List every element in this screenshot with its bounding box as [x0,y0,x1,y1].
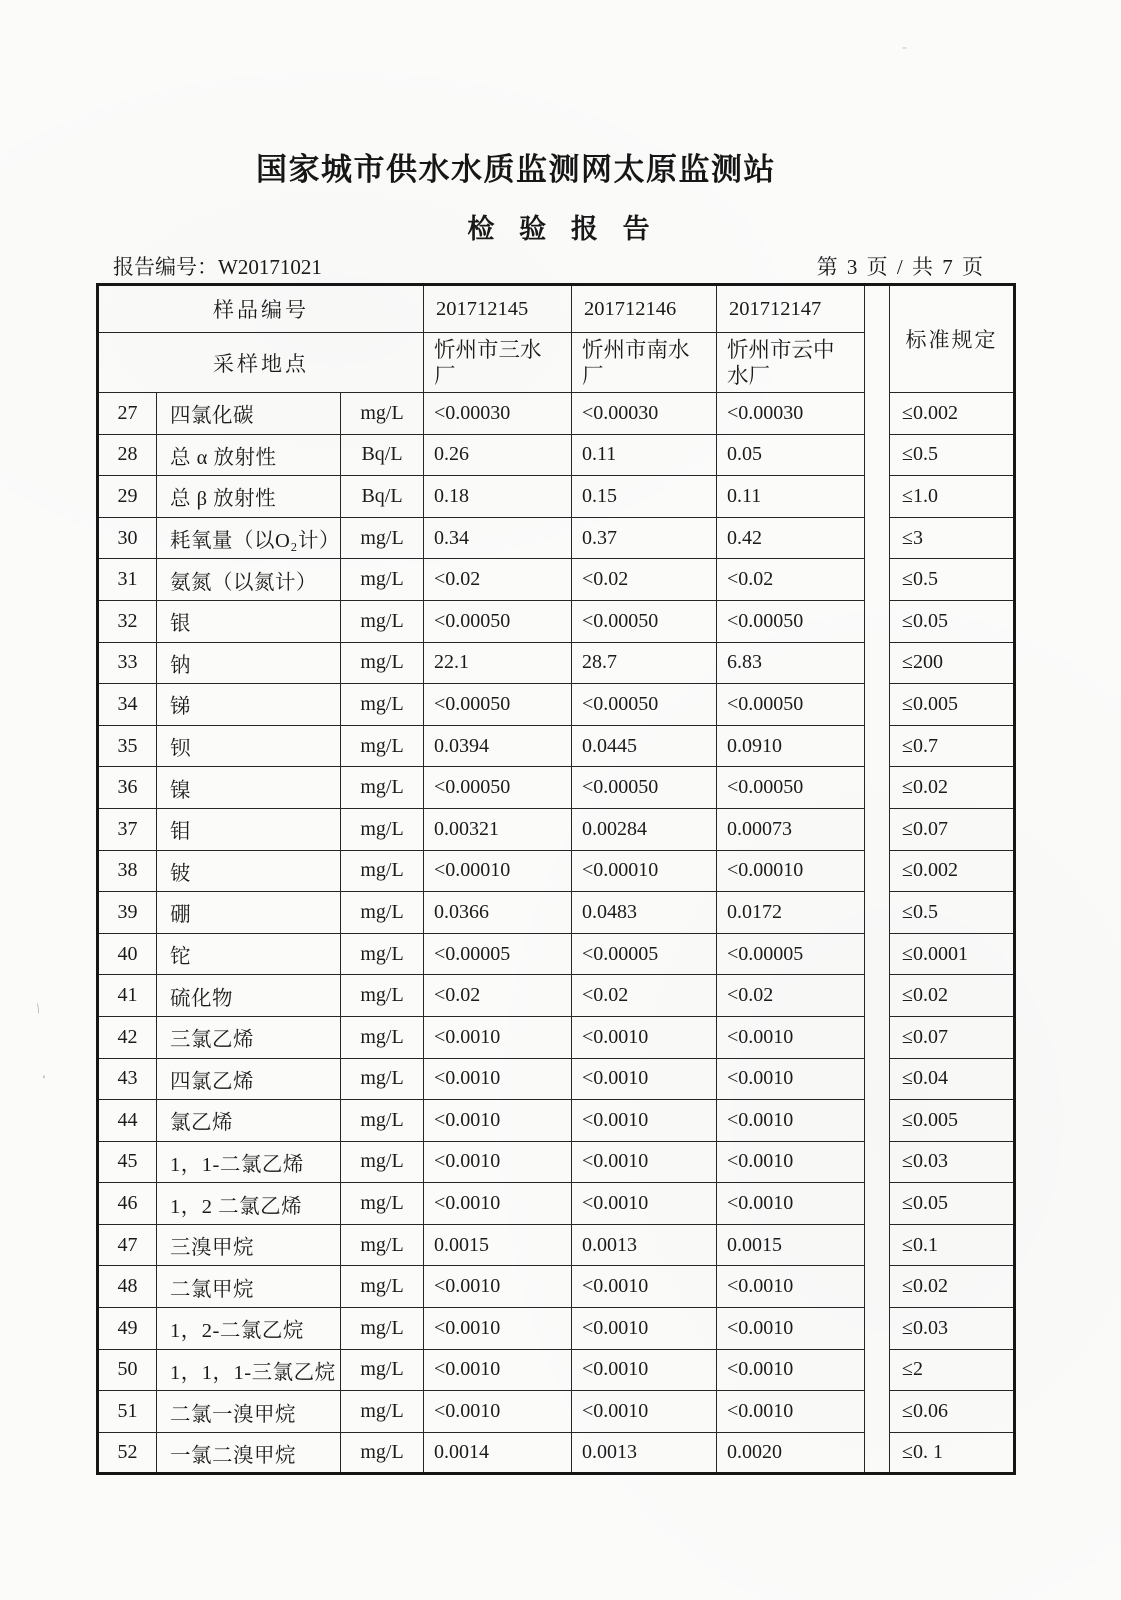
sample-3-value: <0.0010 [717,1141,865,1183]
parameter-name: 镍 [157,767,341,809]
sample-3-value: 0.0172 [717,892,865,934]
sample-2-value: <0.0010 [572,1183,717,1225]
sample-1-value: <0.00050 [424,600,572,642]
location-2: 忻州市南水厂 [572,333,717,393]
standard-limit: ≤0.06 [890,1391,1015,1433]
parameter-name: 一氯二溴甲烷 [157,1432,341,1474]
standard-limit: ≤0.002 [890,850,1015,892]
parameter-name: 1，1，1-三氯乙烷 [157,1349,341,1391]
sample-2-value: <0.00005 [572,933,717,975]
parameter-name: 铊 [157,933,341,975]
unit: mg/L [341,1224,424,1266]
unit: mg/L [341,933,424,975]
row-number: 36 [98,767,157,809]
parameter-name: 总 β 放射性 [157,476,341,518]
test-results-table [96,283,1016,1475]
standard-limit: ≤0.005 [890,1100,1015,1142]
unit: mg/L [341,1391,424,1433]
sample-1-value: 0.0394 [424,725,572,767]
row-number: 50 [98,1349,157,1391]
parameter-name: 铍 [157,850,341,892]
sample-2-value: <0.00030 [572,393,717,435]
scan-artifact: \ [34,1001,42,1018]
sample-1-value: <0.00030 [424,393,572,435]
sample-3-value: <0.00050 [717,684,865,726]
sample-2-value: <0.00010 [572,850,717,892]
row-number: 41 [98,975,157,1017]
unit: mg/L [341,725,424,767]
row-number: 52 [98,1432,157,1474]
report-number [113,251,322,281]
sample-1-value: <0.02 [424,559,572,601]
sample-1-value: <0.0010 [424,1183,572,1225]
sample-2-value: <0.00050 [572,600,717,642]
row-number: 35 [98,725,157,767]
report-number-label: 报告编号： [113,255,218,279]
unit: mg/L [341,975,424,1017]
sample-2-value: <0.00050 [572,684,717,726]
standard-limit: ≤0.5 [890,559,1015,601]
sample-2-value: 0.00284 [572,808,717,850]
location-label: 采样地点 [98,333,424,393]
sample-3-value: <0.02 [717,559,865,601]
sample-3-value: 0.05 [717,434,865,476]
standard-limit: ≤3 [890,517,1015,559]
standard-limit: ≤0.002 [890,393,1015,435]
parameter-name: 耗氧量（以O₂计） [157,517,341,559]
unit: mg/L [341,1141,424,1183]
unit: mg/L [341,808,424,850]
sample-1-value: 0.0015 [424,1224,572,1266]
sample-2-value: <0.0010 [572,1308,717,1350]
sample-1-value: 0.00321 [424,808,572,850]
unit: mg/L [341,1266,424,1308]
sample-2-value: 0.0445 [572,725,717,767]
row-number: 40 [98,933,157,975]
parameter-name: 1，2-二氯乙烷 [157,1308,341,1350]
row-number: 33 [98,642,157,684]
sample-1-value: 0.34 [424,517,572,559]
row-number: 42 [98,1016,157,1058]
sample-1-value: <0.0010 [424,1016,572,1058]
parameter-name: 氨氮（以氮计） [157,559,341,601]
sample-1-value: 0.0014 [424,1432,572,1474]
standard-limit: ≤0.05 [890,600,1015,642]
sample-2-value: <0.0010 [572,1266,717,1308]
row-number: 29 [98,476,157,518]
unit: mg/L [341,1058,424,1100]
unit: mg/L [341,1183,424,1225]
standard-limit: ≤0.1 [890,1224,1015,1266]
unit: mg/L [341,684,424,726]
sample-1-value: <0.0010 [424,1391,572,1433]
unit: mg/L [341,1100,424,1142]
standard-limit: ≤0.005 [890,684,1015,726]
sample-3-value: <0.0010 [717,1391,865,1433]
row-number: 49 [98,1308,157,1350]
sample-3-value: <0.0010 [717,1308,865,1350]
row-number: 27 [98,393,157,435]
parameter-name: 四氯乙烯 [157,1058,341,1100]
sample-1-value: <0.0010 [424,1266,572,1308]
parameter-name: 钠 [157,642,341,684]
unit: Bq/L [341,476,424,518]
sample-2-value: 0.11 [572,434,717,476]
sample-1-value: <0.0010 [424,1349,572,1391]
sample-3-value: 0.0910 [717,725,865,767]
sample-3-value: <0.00010 [717,850,865,892]
sample-3-value: <0.0010 [717,1183,865,1225]
parameter-name: 三氯乙烯 [157,1016,341,1058]
row-number: 31 [98,559,157,601]
sample-id-2: 201712146 [572,285,717,333]
unit: mg/L [341,1016,424,1058]
sample-3-value: 0.00073 [717,808,865,850]
unit: mg/L [341,600,424,642]
sample-3-value: <0.0010 [717,1100,865,1142]
row-number: 28 [98,434,157,476]
sample-2-value: <0.0010 [572,1016,717,1058]
sample-1-value: 0.18 [424,476,572,518]
standard-limit: ≤0.02 [890,1266,1015,1308]
unit: mg/L [341,767,424,809]
standard-limit: ≤0.02 [890,975,1015,1017]
standard-limit: ≤0.03 [890,1141,1015,1183]
sample-3-value: <0.00030 [717,393,865,435]
unit: Bq/L [341,434,424,476]
parameter-name: 二氯一溴甲烷 [157,1391,341,1433]
row-number: 30 [98,517,157,559]
sample-3-value: <0.00050 [717,767,865,809]
row-number: 44 [98,1100,157,1142]
standard-limit: ≤0.04 [890,1058,1015,1100]
unit: mg/L [341,642,424,684]
meta-line [113,251,985,281]
parameter-name: 钡 [157,725,341,767]
sample-1-value: <0.0010 [424,1308,572,1350]
sample-3-value: <0.0010 [717,1016,865,1058]
sample-3-value: 0.0020 [717,1432,865,1474]
unit: mg/L [341,559,424,601]
sample-3-value: <0.02 [717,975,865,1017]
row-number: 37 [98,808,157,850]
standard-limit: ≤0.0001 [890,933,1015,975]
row-number: 47 [98,1224,157,1266]
sample-2-value: <0.0010 [572,1391,717,1433]
standard-label: 标准规定 [890,285,1015,393]
parameter-name: 锑 [157,684,341,726]
sample-2-value: <0.0010 [572,1058,717,1100]
scan-artifact: ʻ [42,1072,46,1086]
sample-3-value: <0.0010 [717,1266,865,1308]
parameter-name: 总 α 放射性 [157,434,341,476]
parameter-name: 硼 [157,892,341,934]
sample-1-value: <0.0010 [424,1141,572,1183]
standard-limit: ≤0.03 [890,1308,1015,1350]
sample-3-value: <0.00005 [717,933,865,975]
location-1: 忻州市三水厂 [424,333,572,393]
unit: mg/L [341,393,424,435]
sample-2-value: <0.00050 [572,767,717,809]
sample-2-value: 0.0013 [572,1432,717,1474]
unit: mg/L [341,850,424,892]
standard-limit: ≤0. 1 [890,1432,1015,1474]
sample-2-value: <0.0010 [572,1100,717,1142]
standard-limit: ≤0.7 [890,725,1015,767]
standard-limit: ≤0.5 [890,434,1015,476]
scan-artifact: - [902,40,907,55]
sample-2-value: 0.15 [572,476,717,518]
sample-2-value: 0.0013 [572,1224,717,1266]
report-subtitle: 检 验 报 告 [467,214,659,244]
report-number-value: W20171021 [218,255,322,279]
parameter-name: 钼 [157,808,341,850]
sample-2-value: <0.02 [572,559,717,601]
standard-limit: ≤0.07 [890,808,1015,850]
row-number: 39 [98,892,157,934]
unit: mg/L [341,1432,424,1474]
sample-1-value: <0.00050 [424,684,572,726]
standard-limit: ≤2 [890,1349,1015,1391]
sample-3-value: <0.0010 [717,1349,865,1391]
sample-2-value: <0.02 [572,975,717,1017]
parameter-name: 二氯甲烷 [157,1266,341,1308]
sample-no-label: 样品编号 [98,285,424,333]
sample-3-value: <0.00050 [717,600,865,642]
parameter-name: 氯乙烯 [157,1100,341,1142]
unit: mg/L [341,1308,424,1350]
sample-1-value: <0.0010 [424,1058,572,1100]
standard-limit: ≤200 [890,642,1015,684]
page-title: 国家城市供水水质监测网太原监测站 [256,152,776,187]
sample-2-value: <0.0010 [572,1349,717,1391]
row-number: 46 [98,1183,157,1225]
sample-1-value: <0.0010 [424,1100,572,1142]
standard-limit: ≤0.05 [890,1183,1015,1225]
row-number: 51 [98,1391,157,1433]
row-number: 32 [98,600,157,642]
header-row-sample-ids [98,285,1015,333]
sample-1-value: 22.1 [424,642,572,684]
sample-id-1: 201712145 [424,285,572,333]
sample-3-value: 0.42 [717,517,865,559]
row-number: 34 [98,684,157,726]
sample-1-value: 0.0366 [424,892,572,934]
parameter-name: 硫化物 [157,975,341,1017]
sample-3-value: 0.0015 [717,1224,865,1266]
page-indicator: 第 3 页 / 共 7 页 [816,255,985,279]
sample-2-value: 0.0483 [572,892,717,934]
sample-id-3: 201712147 [717,285,865,333]
parameter-name: 1，1-二氯乙烯 [157,1141,341,1183]
parameter-name: 银 [157,600,341,642]
parameter-name: 四氯化碳 [157,393,341,435]
sample-3-value: 0.11 [717,476,865,518]
parameter-name: 三溴甲烷 [157,1224,341,1266]
unit: mg/L [341,1349,424,1391]
standard-limit: ≤0.5 [890,892,1015,934]
row-number: 45 [98,1141,157,1183]
sample-1-value: 0.26 [424,434,572,476]
sample-2-value: 28.7 [572,642,717,684]
sample-1-value: <0.00010 [424,850,572,892]
location-3: 忻州市云中水厂 [717,333,865,393]
standard-limit: ≤0.07 [890,1016,1015,1058]
sample-2-value: 0.37 [572,517,717,559]
sample-3-value: <0.0010 [717,1058,865,1100]
row-number: 43 [98,1058,157,1100]
standard-limit: ≤1.0 [890,476,1015,518]
sample-2-value: <0.0010 [572,1141,717,1183]
row-number: 38 [98,850,157,892]
parameter-name: 1，2 二氯乙烯 [157,1183,341,1225]
sample-1-value: <0.00005 [424,933,572,975]
sample-3-value: 6.83 [717,642,865,684]
sample-1-value: <0.02 [424,975,572,1017]
unit: mg/L [341,892,424,934]
sample-1-value: <0.00050 [424,767,572,809]
unit: mg/L [341,517,424,559]
row-number: 48 [98,1266,157,1308]
standard-limit: ≤0.02 [890,767,1015,809]
spacer-column [865,285,890,1474]
